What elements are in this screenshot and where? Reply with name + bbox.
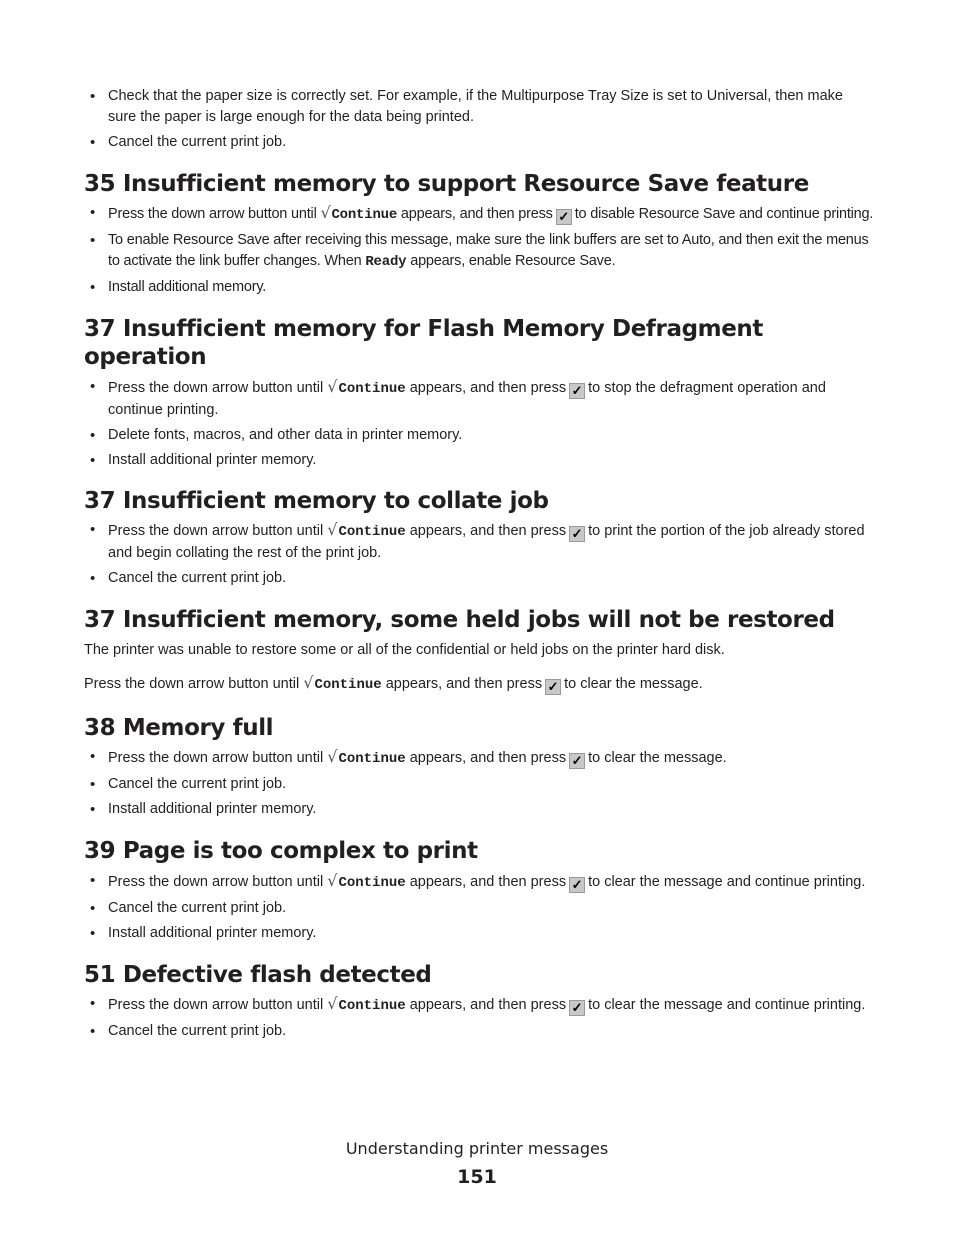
section-heading: 37 Insufficient memory, some held jobs will not be restored bbox=[84, 607, 835, 633]
check-icon: ✓ bbox=[556, 209, 572, 225]
sqrt-icon: √ bbox=[327, 747, 338, 766]
section-heading: 35 Insufficient memory to support Resource Save feature bbox=[84, 171, 809, 197]
section-list bbox=[84, 870, 874, 944]
list-item: • Install additional printer memory. bbox=[84, 450, 874, 471]
footer-chapter-title: Understanding printer messages bbox=[345, 1139, 609, 1158]
list-item: • Press the down arrow button until √Continue appears, and then press ✓ to clear the message. bbox=[84, 746, 874, 770]
list-item: • Install additional printer memory. bbox=[84, 799, 874, 820]
sqrt-icon: √ bbox=[327, 377, 338, 396]
list-item: • Install additional printer memory. bbox=[84, 923, 874, 944]
section-list bbox=[84, 519, 874, 589]
sqrt-icon: √ bbox=[327, 994, 338, 1013]
list-item: • Press the down arrow button until √Continue appears, and then press ✓ to clear the message and continue printing. bbox=[84, 870, 874, 894]
section-heading: 38 Memory full bbox=[84, 715, 274, 741]
check-icon: ✓ bbox=[545, 679, 561, 695]
section-list bbox=[84, 376, 874, 471]
sqrt-icon: √ bbox=[327, 520, 338, 539]
continue-keyword: Continue bbox=[338, 381, 406, 397]
sqrt-icon: √ bbox=[303, 673, 314, 692]
list-item: • Cancel the current print job. bbox=[84, 132, 874, 153]
section-list bbox=[84, 993, 874, 1042]
page-number: 151 bbox=[457, 1166, 497, 1188]
continue-keyword: Continue bbox=[338, 524, 406, 540]
list-item: • Press the down arrow button until √Continue appears, and then press ✓ to disable Resource Save and continue printing. bbox=[84, 202, 874, 226]
continue-keyword: Continue bbox=[338, 998, 406, 1014]
check-icon: ✓ bbox=[569, 383, 585, 399]
list-item: • Cancel the current print job. bbox=[84, 568, 874, 589]
continue-keyword: Continue bbox=[314, 677, 382, 693]
document-page bbox=[84, 86, 874, 1046]
list-item: • Cancel the current print job. bbox=[84, 774, 874, 795]
list-item: • Delete fonts, macros, and other data in printer memory. bbox=[84, 425, 874, 446]
intro-list bbox=[84, 86, 874, 153]
check-icon: ✓ bbox=[569, 877, 585, 893]
section-heading: 37 Insufficient memory for Flash Memory Defragment operation bbox=[84, 316, 763, 370]
ready-keyword: Ready bbox=[365, 254, 407, 270]
continue-keyword: Continue bbox=[338, 751, 406, 767]
list-item: • Check that the paper size is correctly set. For example, if the Multipurpose Tray Size is set to Universal, then make sure the paper is large enough for the data being printed. bbox=[84, 86, 874, 128]
section-heading: 37 Insufficient memory to collate job bbox=[84, 488, 549, 514]
check-icon: ✓ bbox=[569, 1000, 585, 1016]
sqrt-icon: √ bbox=[327, 871, 338, 890]
list-item: • Press the down arrow button until √Continue appears, and then press ✓ to clear the message and continue printing. bbox=[84, 993, 874, 1017]
section-list bbox=[84, 202, 874, 298]
list-item: • Install additional memory. bbox=[84, 277, 874, 298]
paragraph: Press the down arrow button until √Continue appears, and then press ✓ to clear the message. bbox=[84, 673, 703, 694]
sqrt-icon: √ bbox=[320, 203, 331, 222]
section-list bbox=[84, 746, 874, 820]
section-heading: 39 Page is too complex to print bbox=[84, 838, 478, 864]
section-heading: 51 Defective flash detected bbox=[84, 962, 432, 988]
continue-keyword: Continue bbox=[338, 875, 406, 891]
list-item: • To enable Resource Save after receiving this message, make sure the link buffers are set to Auto, and then exit the menus to activate the link buffer changes. When Ready appears, enable Resource Save. bbox=[84, 230, 874, 273]
list-item: • Cancel the current print job. bbox=[84, 1021, 874, 1042]
paragraph: The printer was unable to restore some or all of the confidential or held jobs on the printer hard disk. bbox=[84, 642, 725, 658]
list-item: • Cancel the current print job. bbox=[84, 898, 874, 919]
check-icon: ✓ bbox=[569, 753, 585, 769]
list-item: • Press the down arrow button until √Continue appears, and then press ✓ to print the portion of the job already stored and begin collating the rest of the print job. bbox=[84, 519, 874, 564]
check-icon: ✓ bbox=[569, 526, 585, 542]
continue-keyword: Continue bbox=[331, 207, 398, 223]
list-item: • Press the down arrow button until √Continue appears, and then press ✓ to stop the defragment operation and continue printing. bbox=[84, 376, 874, 421]
